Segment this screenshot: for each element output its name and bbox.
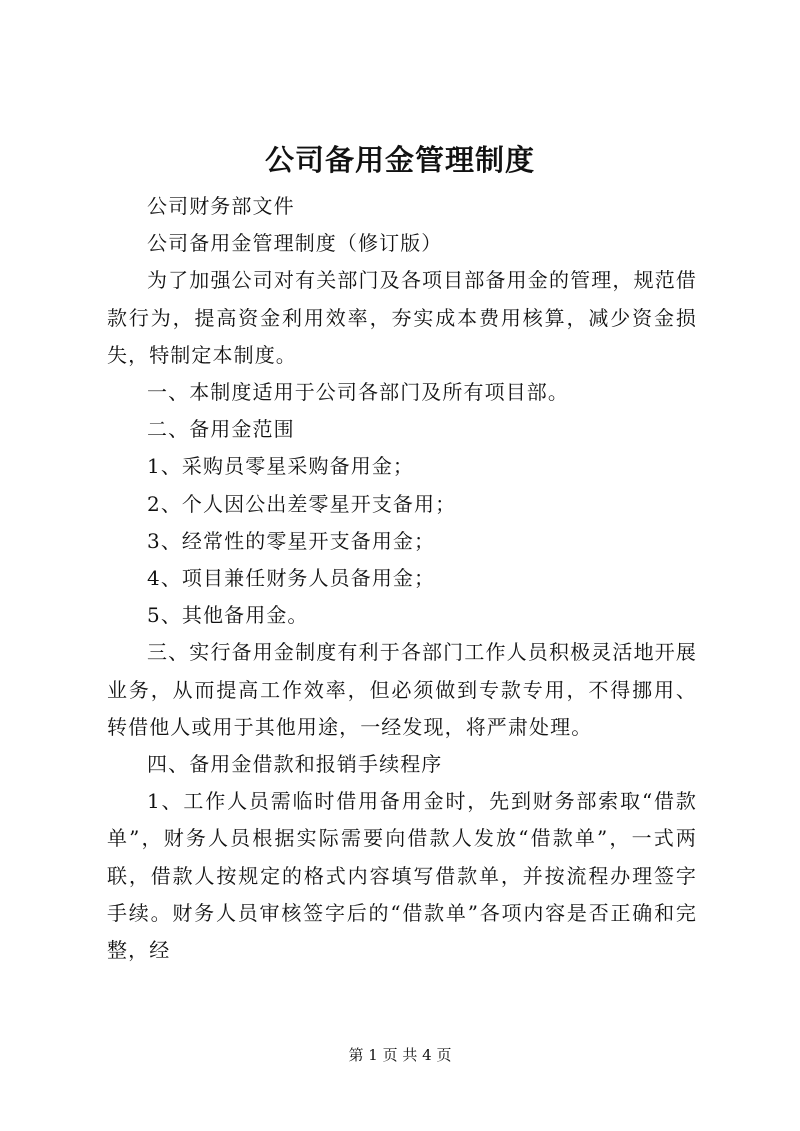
list-item: 1、采购员零星采购备用金； bbox=[147, 454, 415, 479]
list-item: 3、经常性的零星开支备用金； bbox=[147, 528, 436, 553]
list-item: 2、个人因公出差零星开支备用； bbox=[147, 491, 457, 516]
paragraph-procedure-1: 1、工作人员需临时借用备用金时，先到财务部索取“借款单”，财务人员根据实际需要向借款人发放“借款单”，一式两联，借款人按规定的格式内容填写借款单，并按流程办理签字手续。财务人员审核签字后的“借款单”各项内容是否正确和完整，经 bbox=[107, 789, 697, 963]
paragraph-section-3: 三、实行备用金制度有利于各部门工作人员积极灵活地开展业务，从而提高工作效率，但必须做到专款专用，不得挪用、转借他人或用于其他用途，一经发现，将严肃处理。 bbox=[107, 640, 697, 739]
paragraph-intro: 为了加强公司对有关部门及各项目部备用金的管理，规范借款行为，提高资金利用效率，夯实成本费用核算，减少资金损失，特制定本制度。 bbox=[107, 268, 697, 367]
paragraph-section-1: 一、本制度适用于公司各部门及所有项目部。 bbox=[147, 380, 569, 405]
page-number-footer: 第 1 页 共 4 页 bbox=[348, 1046, 452, 1064]
paragraph-issuer: 公司财务部文件 bbox=[147, 194, 295, 218]
paragraph-subtitle: 公司备用金管理制度（修订版） bbox=[147, 231, 443, 256]
document-body bbox=[107, 188, 697, 969]
list-item: 4、项目兼任财务人员备用金； bbox=[147, 566, 436, 591]
list-item: 5、其他备用金。 bbox=[147, 603, 309, 628]
document-title: 公司备用金管理制度 bbox=[264, 143, 535, 177]
paragraph-section-4: 四、备用金借款和报销手续程序 bbox=[147, 752, 443, 777]
paragraph-section-2: 二、备用金范围 bbox=[147, 417, 295, 442]
